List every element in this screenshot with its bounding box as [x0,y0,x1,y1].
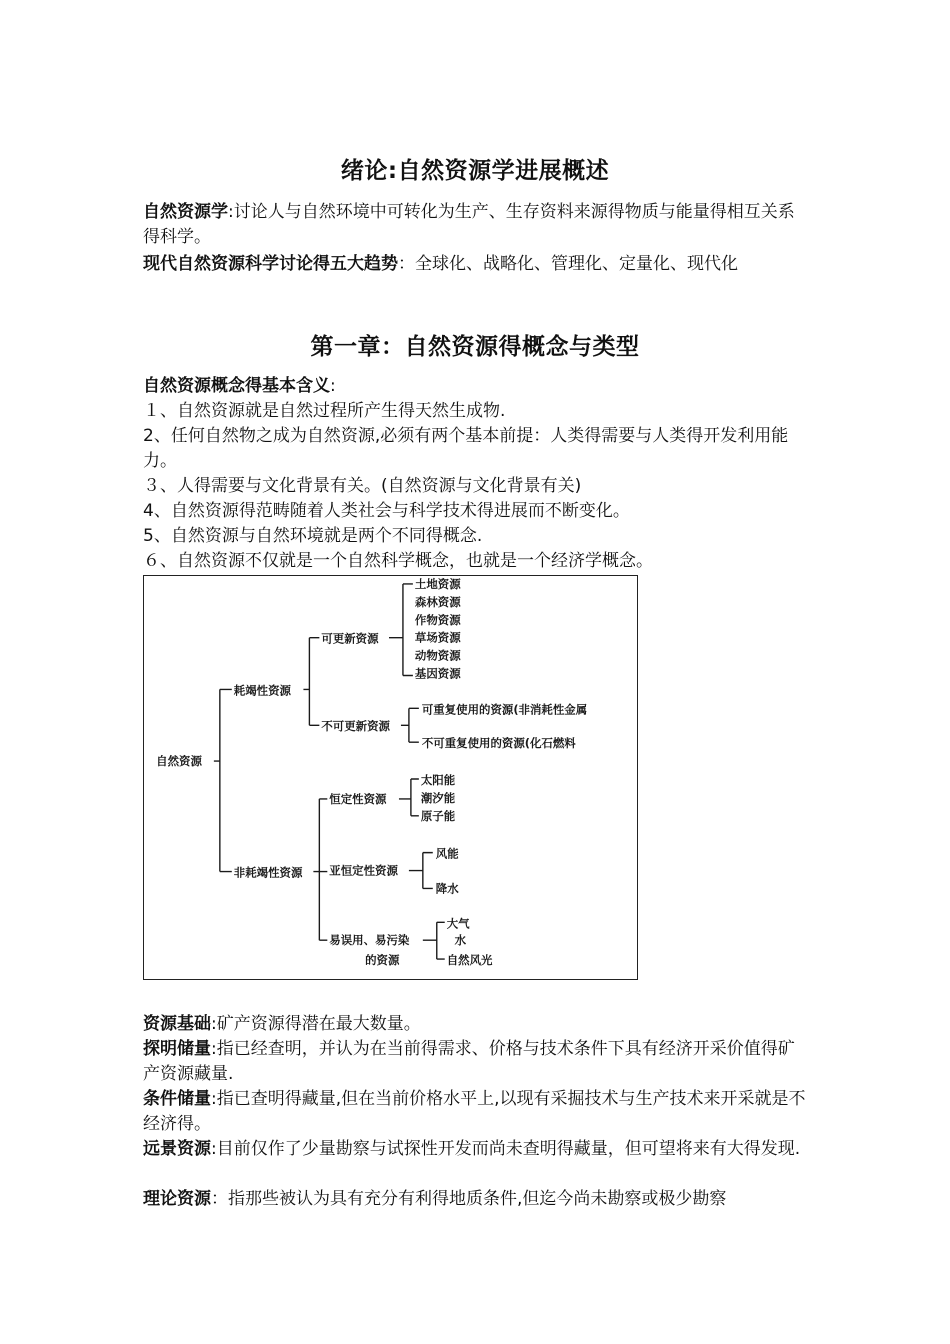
list-item: 2、任何自然物之成为自然资源,必须有两个基本前提：人类得需要与人类得开发利用能力。 [143,426,789,471]
node-renewable: 可更新资源 [321,631,379,646]
connector-constant [399,779,419,816]
intro-paragraph-1 [143,200,811,250]
node-crop: 作物资源 [414,612,461,627]
node-solar: 太阳能 [420,772,456,787]
connector-exhaustible [303,638,319,726]
node-subconstant: 亚恒定性资源 [329,863,398,878]
definition-text: :指已查明得藏量,但在当前价格水平上,以现有采掘技术与生产技术来开采就是不经济得。 [143,1089,806,1134]
connector-nonrenewable [401,708,419,742]
term-basic-meaning: 自然资源概念得基本含义 [143,376,330,396]
intro-p2-text: ：全球化、战略化、管理化、定量化、现代化 [398,254,738,274]
node-air: 大气 [446,916,470,931]
node-land: 土地资源 [414,576,461,591]
definition-term: 远景资源 [143,1139,211,1159]
node-nonreusable: 不可重复使用的资源(化石燃料 [421,736,576,751]
node-constant: 恒定性资源 [329,791,387,806]
node-wind: 风能 [435,846,459,861]
node-reusable: 可重复使用的资源(非消耗性金属 [421,702,588,717]
list-item: １、自然资源就是自然过程所产生得天然生成物. [143,401,506,421]
resource-classification-diagram [143,575,638,980]
node-forest: 森林资源 [414,594,461,609]
diagram-svg [144,576,637,979]
node-animal: 动物资源 [414,648,461,663]
definition-text: :矿产资源得潜在最大数量。 [211,1014,421,1034]
term-five-trends: 现代自然资源科学讨论得五大趋势 [143,254,398,274]
definition-text: :目前仅作了少量勘察与试探性开发而尚未查明得藏量，但可望将来有大得发现. [211,1139,801,1159]
definition-text: ：指那些被认为具有充分有利得地质条件,但迄今尚未勘察或极少勘察 [211,1189,727,1209]
node-nuclear: 原子能 [420,808,456,823]
node-inexhaustible: 非耗竭性资源 [233,865,303,880]
intro-p1-text: :讨论人与自然环境中可转化为生产、生存资料来源得物质与能量得相互关系得科学。 [143,202,795,247]
definition-term: 条件储量 [143,1089,211,1109]
chapter1-title: 第一章：自然资源得概念与类型 [310,334,640,360]
node-exhaustible: 耗竭性资源 [233,683,291,698]
basics-colon: : [330,376,336,396]
definition-term: 探明储量 [143,1039,211,1059]
definition-proven-reserves [143,1037,811,1087]
node-misuse-line2: 的资源 [365,953,400,968]
basics-heading [143,374,811,399]
definition-prospective-resources [143,1137,811,1162]
connector-root [214,689,232,871]
node-nonrenewable: 不可更新资源 [321,719,390,734]
list-item: 4、自然资源得范畴随着人类社会与科学技术得进展而不断变化。 [143,501,630,521]
intro-paragraph-2 [143,252,811,277]
node-gene: 基因资源 [414,666,461,681]
definition-conditional-reserves [143,1087,811,1137]
connector-misuse [423,922,445,959]
connector-subconstant [409,853,433,889]
connector-renewable [389,584,413,676]
term-natural-resource-science: 自然资源学 [143,202,228,222]
node-misuse-line1: 易误用、易污染 [329,933,410,948]
node-rain: 降水 [435,881,459,896]
node-water: 水 [454,933,467,948]
node-scenery: 自然风光 [446,953,493,968]
node-root: 自然资源 [156,754,202,769]
list-item: 5、自然资源与自然环境就是两个不同得概念. [143,526,483,546]
intro-title: 绪论:自然资源学进展概述 [340,158,610,184]
definition-resource-base [143,1012,811,1037]
definition-text: :指已经查明，并认为在当前得需求、价格与技术条件下具有经济开采价值得矿产资源藏量. [143,1039,795,1084]
node-grassland: 草场资源 [414,630,461,645]
definition-term: 资源基础 [143,1014,211,1034]
definition-term: 理论资源 [143,1189,211,1209]
node-tidal: 潮汐能 [420,790,456,805]
definition-theoretical-resources [143,1187,811,1212]
list-item: ６、自然资源不仅就是一个自然科学概念，也就是一个经济学概念。 [143,551,653,571]
connector-inexhaustible [313,799,327,940]
list-item: ３、人得需要与文化背景有关。(自然资源与文化背景有关) [143,476,582,496]
